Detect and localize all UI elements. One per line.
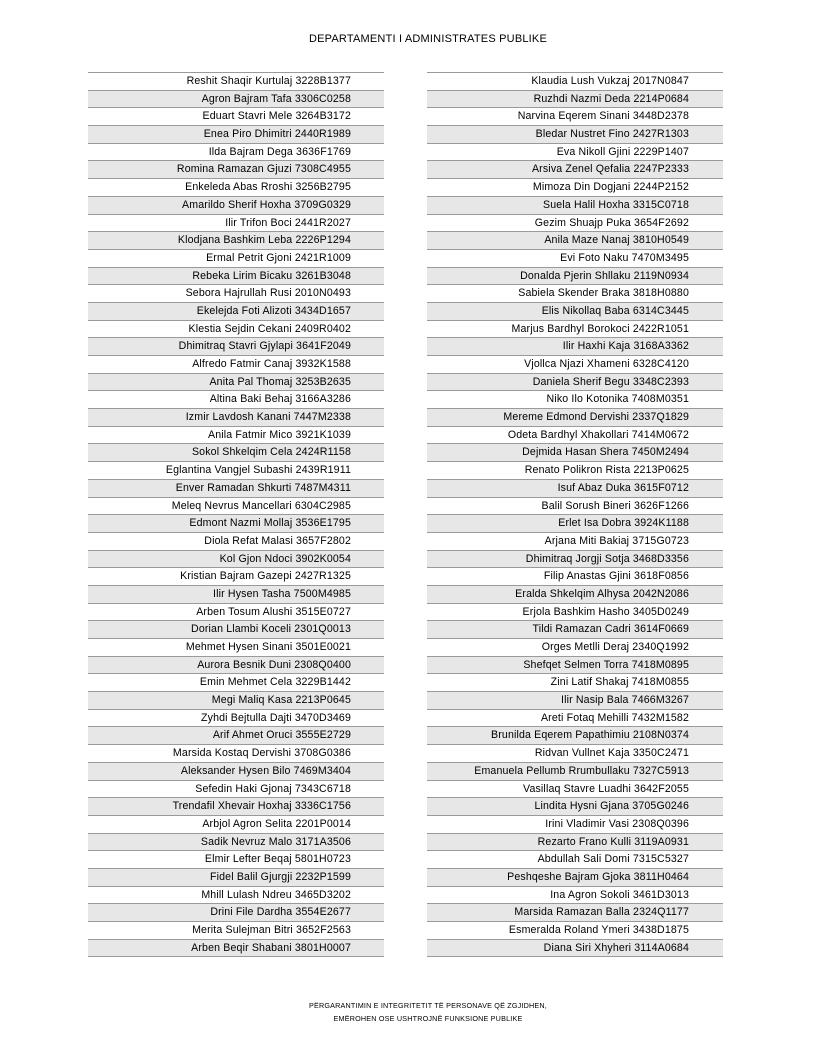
- list-item: Alfredo Fatmir Canaj 3932K1588: [88, 356, 384, 374]
- list-item: Mimoza Din Dogjani 2244P2152: [427, 179, 723, 197]
- list-item: Amarildo Sherif Hoxha 3709G0329: [88, 197, 384, 215]
- list-item: Trendafil Xhevair Hoxhaj 3336C1756: [88, 798, 384, 816]
- list-item: Odeta Bardhyl Xhakollari 7414M0672: [427, 427, 723, 445]
- list-item: Anita Pal Thomaj 3253B2635: [88, 374, 384, 392]
- list-item: Areti Fotaq Mehilli 7432M1582: [427, 710, 723, 728]
- list-item: Eglantina Vangjel Subashi 2439R1911: [88, 462, 384, 480]
- list-item: Diana Siri Xhyheri 3114A0684: [427, 940, 723, 958]
- list-item: Elis Nikollaq Baba 6314C3445: [427, 303, 723, 321]
- list-item: Ermal Petrit Gjoni 2421R1009: [88, 250, 384, 268]
- list-item: Bledar Nustret Fino 2427R1303: [427, 126, 723, 144]
- list-item: Arif Ahmet Oruci 3555E2729: [88, 727, 384, 745]
- list-item: Rebeka Lirim Bicaku 3261B3048: [88, 268, 384, 286]
- list-item: Erjola Bashkim Hasho 3405D0249: [427, 604, 723, 622]
- list-item: Merita Sulejman Bitri 3652F2563: [88, 922, 384, 940]
- list-item: Aleksander Hysen Bilo 7469M3404: [88, 763, 384, 781]
- list-item: Klestia Sejdin Cekani 2409R0402: [88, 321, 384, 339]
- list-item: Lindita Hysni Gjana 3705G0246: [427, 798, 723, 816]
- list-item: Vasillaq Stavre Luadhi 3642F2055: [427, 781, 723, 799]
- list-item: Esmeralda Roland Ymeri 3438D1875: [427, 922, 723, 940]
- list-item: Rezarto Frano Kulli 3119A0931: [427, 834, 723, 852]
- list-item: Balil Sorush Bineri 3626F1266: [427, 498, 723, 516]
- list-item: Irini Vladimir Vasi 2308Q0396: [427, 816, 723, 834]
- list-item: Elmir Lefter Beqaj 5801H0723: [88, 851, 384, 869]
- list-item: Dhimitraq Stavri Gjylapi 3641F2049: [88, 338, 384, 356]
- list-item: Sadik Nevruz Malo 3171A3506: [88, 834, 384, 852]
- list-item: Megi Maliq Kasa 2213P0645: [88, 692, 384, 710]
- list-item: Orges Metlli Deraj 2340Q1992: [427, 639, 723, 657]
- list-item: Narvina Eqerem Sinani 3448D2378: [427, 108, 723, 126]
- list-item: Aurora Besnik Duni 2308Q0400: [88, 657, 384, 675]
- page-footer: [0, 999, 816, 1025]
- list-item: Gezim Shuajp Puka 3654F2692: [427, 215, 723, 233]
- list-item: Emanuela Pellumb Rrumbullaku 7327C5913: [427, 763, 723, 781]
- list-item: Donalda Pjerin Shllaku 2119N0934: [427, 268, 723, 286]
- list-item: Drini File Dardha 3554E2677: [88, 904, 384, 922]
- list-item: Brunilda Eqerem Papathimiu 2108N0374: [427, 727, 723, 745]
- list-item: Ridvan Vullnet Kaja 3350C2471: [427, 745, 723, 763]
- list-item: Niko Ilo Kotonika 7408M0351: [427, 391, 723, 409]
- footer-line-2: EMËROHEN OSE USHTROJNË FUNKSIONE PUBLIKE: [333, 1014, 523, 1023]
- list-item: Arsiva Zenel Qefalia 2247P2333: [427, 161, 723, 179]
- list-item: Arjana Miti Bakiaj 3715G0723: [427, 533, 723, 551]
- list-item: Abdullah Sali Domi 7315C5327: [427, 851, 723, 869]
- list-item: Erlet Isa Dobra 3924K1188: [427, 515, 723, 533]
- list-item: Shefqet Selmen Torra 7418M0895: [427, 657, 723, 675]
- list-item: Arbjol Agron Selita 2201P0014: [88, 816, 384, 834]
- list-item: Emin Mehmet Cela 3229B1442: [88, 674, 384, 692]
- list-item: Evi Foto Naku 7470M3495: [427, 250, 723, 268]
- list-item: Isuf Abaz Duka 3615F0712: [427, 480, 723, 498]
- list-item: Ekelejda Foti Alizoti 3434D1657: [88, 303, 384, 321]
- list-item: Mhill Lulash Ndreu 3465D3202: [88, 887, 384, 905]
- page-title: DEPARTAMENTI I ADMINISTRATES PUBLIKE: [308, 33, 548, 45]
- list-item: Altina Baki Behaj 3166A3286: [88, 391, 384, 409]
- list-item: Ina Agron Sokoli 3461D3013: [427, 887, 723, 905]
- list-item: Kol Gjon Ndoci 3902K0054: [88, 551, 384, 569]
- list-item: Anila Fatmir Mico 3921K1039: [88, 427, 384, 445]
- footer-line-1: PËRGARANTIMIN E INTEGRITETIT TË PERSONAVE QË ZGJIDHEN,: [308, 1001, 548, 1010]
- list-item: Enea Piro Dhimitri 2440R1989: [88, 126, 384, 144]
- list-item: Ilir Hysen Tasha 7500M4985: [88, 586, 384, 604]
- list-item: Kristian Bajram Gazepi 2427R1325: [88, 568, 384, 586]
- list-item: Enkeleda Abas Rroshi 3256B2795: [88, 179, 384, 197]
- list-item: Reshit Shaqir Kurtulaj 3228B1377: [88, 72, 384, 91]
- list-item: Filip Anastas Gjini 3618F0856: [427, 568, 723, 586]
- list-item: Eva Nikoll Gjini 2229P1407: [427, 144, 723, 162]
- list-item: Klaudia Lush Vukzaj 2017N0847: [427, 72, 723, 91]
- list-item: Arben Tosum Alushi 3515E0727: [88, 604, 384, 622]
- list-item: Ilir Trifon Boci 2441R2027: [88, 215, 384, 233]
- list-item: Marsida Kostaq Dervishi 3708G0386: [88, 745, 384, 763]
- list-item: Zini Latif Shakaj 7418M0855: [427, 674, 723, 692]
- list-item: Romina Ramazan Gjuzi 7308C4955: [88, 161, 384, 179]
- list-item: Ilir Nasip Bala 7466M3267: [427, 692, 723, 710]
- list-item: Renato Polikron Rista 2213P0625: [427, 462, 723, 480]
- list-item: Zyhdi Bejtulla Dajti 3470D3469: [88, 710, 384, 728]
- list-item: Sefedin Haki Gjonaj 7343C6718: [88, 781, 384, 799]
- list-item: Ilda Bajram Dega 3636F1769: [88, 144, 384, 162]
- list-item: Edmont Nazmi Mollaj 3536E1795: [88, 515, 384, 533]
- right-name-list: [427, 72, 723, 957]
- list-item: Dorian Llambi Koceli 2301Q0013: [88, 621, 384, 639]
- list-item: Dejmida Hasan Shera 7450M2494: [427, 444, 723, 462]
- list-item: Enver Ramadan Shkurti 7487M4311: [88, 480, 384, 498]
- list-item: Eralda Shkelqim Alhysa 2042N2086: [427, 586, 723, 604]
- list-item: Diola Refat Malasi 3657F2802: [88, 533, 384, 551]
- list-item: Vjollca Njazi Xhameni 6328C4120: [427, 356, 723, 374]
- list-item: Sokol Shkelqim Cela 2424R1158: [88, 444, 384, 462]
- list-item: Fidel Balil Gjurgji 2232P1599: [88, 869, 384, 887]
- list-item: Marjus Bardhyl Borokoci 2422R1051: [427, 321, 723, 339]
- list-item: Suela Halil Hoxha 3315C0718: [427, 197, 723, 215]
- list-item: Peshqeshe Bajram Gjoka 3811H0464: [427, 869, 723, 887]
- list-item: Izmir Lavdosh Kanani 7447M2338: [88, 409, 384, 427]
- left-name-list: [88, 72, 384, 957]
- list-item: Daniela Sherif Begu 3348C2393: [427, 374, 723, 392]
- list-item: Mereme Edmond Dervishi 2337Q1829: [427, 409, 723, 427]
- list-item: Mehmet Hysen Sinani 3501E0021: [88, 639, 384, 657]
- list-item: Sabiela Skender Braka 3818H0880: [427, 285, 723, 303]
- list-item: Dhimitraq Jorgji Sotja 3468D3356: [427, 551, 723, 569]
- list-item: Agron Bajram Tafa 3306C0258: [88, 91, 384, 109]
- list-item: Anila Maze Nanaj 3810H0549: [427, 232, 723, 250]
- list-item: Klodjana Bashkim Leba 2226P1294: [88, 232, 384, 250]
- list-item: Sebora Hajrullah Rusi 2010N0493: [88, 285, 384, 303]
- list-item: Ruzhdi Nazmi Deda 2214P0684: [427, 91, 723, 109]
- list-item: Ilir Haxhi Kaja 3168A3362: [427, 338, 723, 356]
- list-item: Arben Beqir Shabani 3801H0007: [88, 940, 384, 958]
- list-item: Marsida Ramazan Balla 2324Q1177: [427, 904, 723, 922]
- list-item: Eduart Stavri Mele 3264B3172: [88, 108, 384, 126]
- list-item: Tildi Ramazan Cadri 3614F0669: [427, 621, 723, 639]
- list-item: Meleq Nevrus Mancellari 6304C2985: [88, 498, 384, 516]
